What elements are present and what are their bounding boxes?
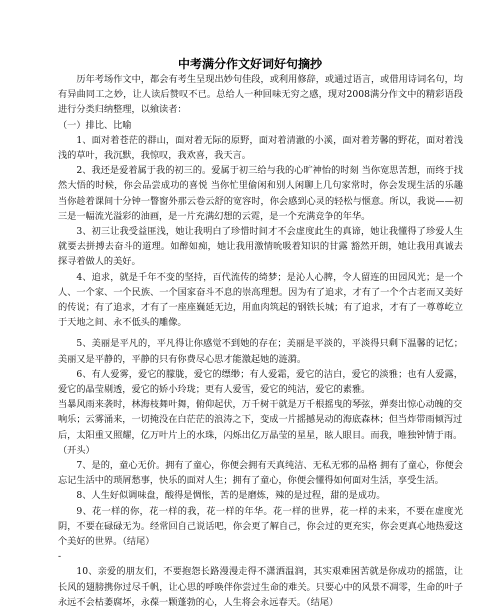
paragraph-8: 8、人生好似调味盘，酸得是惆怅，苦的是磨炼，辣的是过程，甜的是成功。 [76, 490, 386, 502]
paragraph-1: 1、面对着苍茫的群山，面对着无际的原野，面对着清澈的小溪，面对着芳馨的野花，面对着浅浅的草叶，我沉默，我惊叹，我欢喜，我天言。 [58, 134, 463, 162]
section-heading: （一）排比、比喻 [58, 119, 132, 131]
paragraph-6: 6、有人爱雾，爱它的朦胧，爱它的缥缈；有人爱霜，爱它的洁白，爱它的淡雅；也有人爱露，爱它的晶莹剔透，爱它的娇小玲珑；更有人爱雪，爱它的纯洁，爱它的素雅。 [58, 368, 463, 396]
paragraph-3: 3、初三让我受益匪浅，她让我明白了珍惜时间才不会虚度此生的真谛，她让我懂得了珍爱人生就要去拼搏去奋斗的道理。如醉如痴，她让我用激情吮吸着知识的甘露 豁然开朗，她让我用真诚去探寻着做人的美好。 [58, 226, 463, 268]
paragraph-7: 7、是的，童心无价。拥有了童心，你便会拥有天真纯洁、无私无邪的品格 拥有了童心，你便会忘记生活中的琐屑愁事，快乐的面对人生；拥有了童心，你便会懂得如何面对生活，享受生活。 [58, 460, 463, 487]
document-body [58, 72, 463, 610]
separator-mark: - [58, 551, 62, 563]
document-title: 中考满分作文好词好句摘抄 [177, 57, 322, 71]
paragraph-6b: 当暴风雨来袭时，林海枝舞叶舞，俯仰起伏，万千树干就是万千根摇曳的琴弦，弹奏出惊心动魄的交响乐；云雾涌来，一切掩没在白茫茫的浪涛之下，变成一片摇撼晃动的海底森林；但当炸带雨倾泻过后，太阳重又照耀，亿万叶片上的水珠，闪烁出亿万晶莹的星星，眩人眼目。而我，唯独钟情于雨。（开头） [58, 399, 463, 456]
paragraph-4: 4、追求，就是千年不变的坚持，百代流传的绮梦；是沁人心脾，令人留连的田园风光；是一个人、一个家、一个民族、一个国家奋斗不息的崇高理想。因为有了追求，才有了一个个古老而又美好的传说；有了追求，才有了一座座巍延无边，用血肉筑起的钢铁长城；有了追求，才有了一尊尊屹立于天地之间、永不低头的雕像。 [58, 271, 463, 329]
paragraph-5: 5、美丽是平凡的，平凡得让你感觉不到她的存在；美丽是平淡的，平淡得只剩下温馨的记忆；美丽又是平静的，平静的只有你费尽心思才能激起她的涟漪。 [58, 338, 463, 365]
paragraph-10: 10、亲爱的朋友们，不要抱怨长路漫漫走得不潇洒温润，其实艰难困苦就是你成功的摇篮，让长风的翅膀携你过尽千帆，让心思的呼唤伴你尝过生命的难关。只要心中的风景不凋零，生命的叶子永远不会枯萎腐坏，永葆一颗蓬勃的心，人生将会永远春天。（结尾） [58, 566, 463, 608]
intro-paragraph: 历年考场作文中，都会有考生呈现出妙句佳段，或利用修辞，或通过语言，或借用诗词名句，均有异曲同工之妙，让人读后赞叹不已。总给人一种回味无穷之感，现对2008满分作文中的精彩语段进行分类归纳整理，以飨读者： [58, 74, 463, 116]
paragraph-9: 9、花一样的你，花一样的我，花一样的年华。花一样的世界，花一样的未来，不要在虚度光阴，不要在碌碌无为。经常回自己说话吧，你会更了解自己，你会过的更充实，你会更真心地热爱这个美好的世界。（结尾） [58, 505, 463, 548]
paragraph-2: 2、我还是爱着属于我的初三的。爱属于初三给与我的心旷神怡的时刻 当你宽思苦想，而终于找然大悟的时候，你会品尝成功的喜悦 当你忙里偷闲和别人闲聊上几句家常时，你会发现生活的乐趣 当你趁着课间十分钟一瞥窗外那云卷云舒的宽容时，你会感到心灵的轻松与惬意。所以，我说——初三是一幅流光溢彩的油画，是一片充满幻想的云霓，是一个充满竞争的年华。 [58, 165, 463, 222]
